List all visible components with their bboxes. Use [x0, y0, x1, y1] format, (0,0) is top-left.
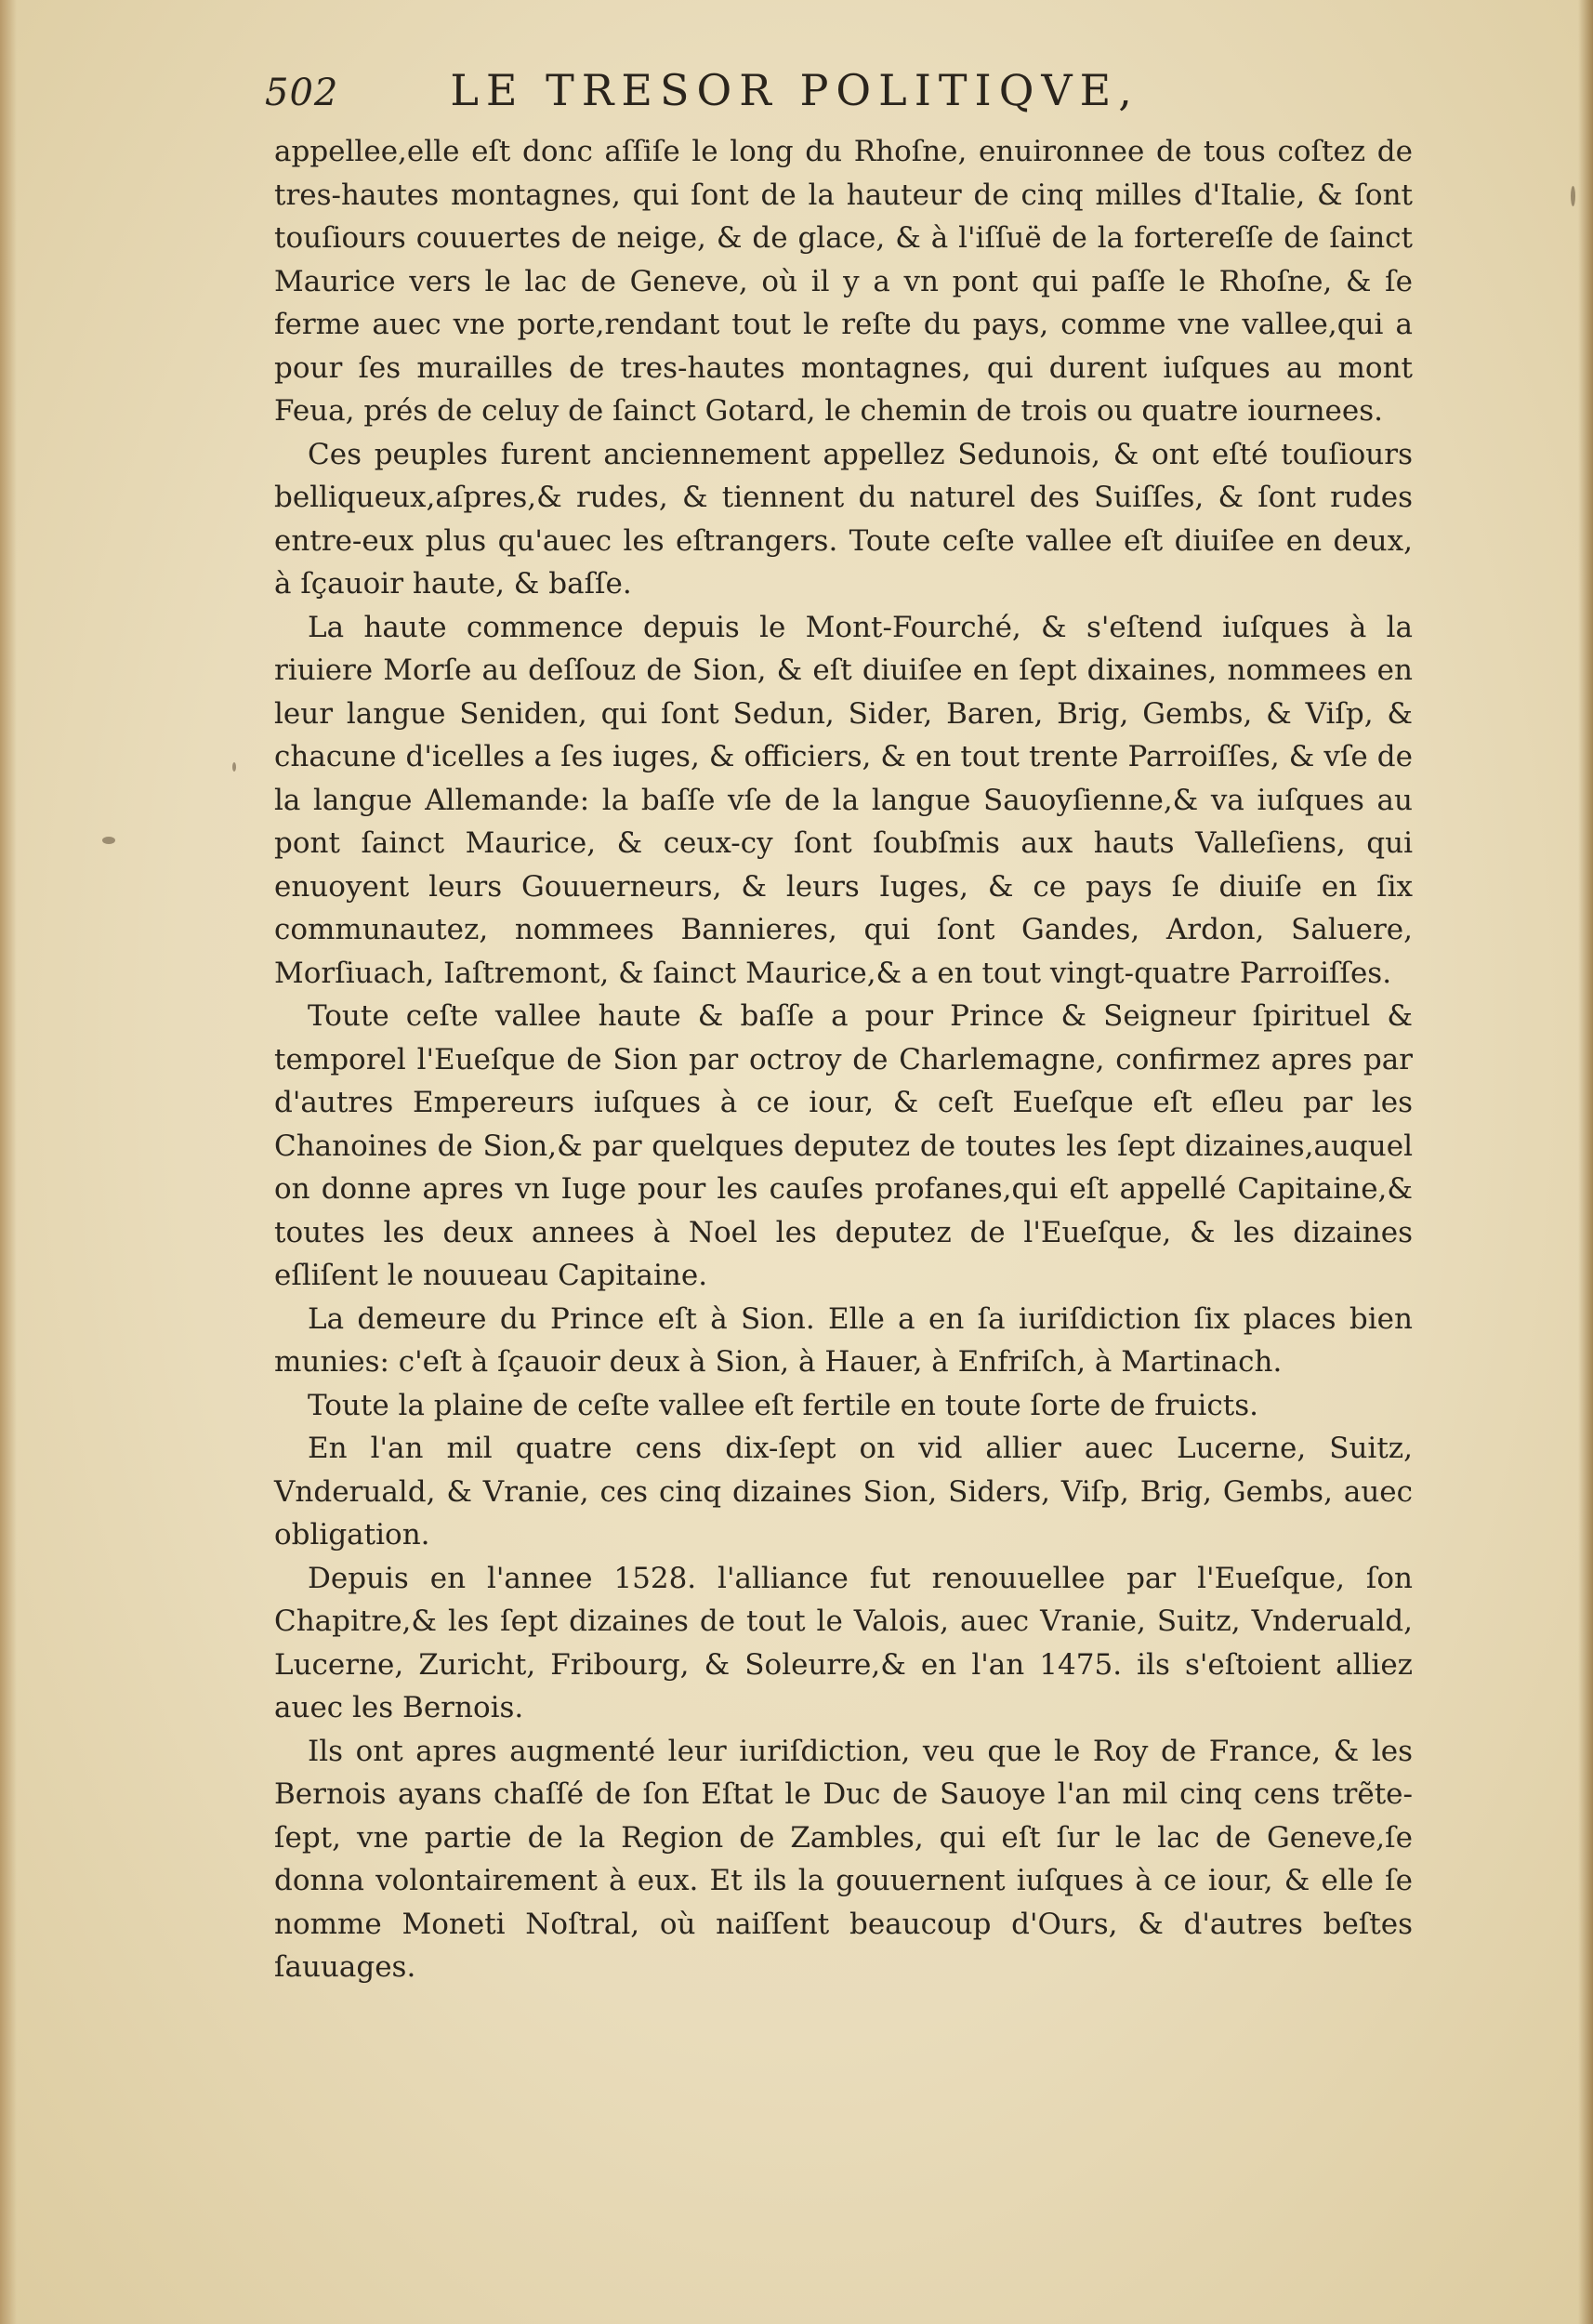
ink-speck — [102, 837, 115, 844]
page-header — [265, 65, 1413, 130]
paragraph-alliance-1528: Depuis en l'annee 1528. l'alliance fut renouuellee par l'Eueſque, ſon Chapitre,& les ſept dizaines de tout le Valois, auec Vranie, Suitz, Vnderuald, Lucerne, Zuricht, Fribourg, & Soleurre,& en l'an 1475. ils s'eſtoient alliez auec les Bernois. — [274, 1561, 1413, 1724]
paragraph-prince-eveque: Toute ceſte vallee haute & baſſe a pour Prince & Seigneur ſpirituel & temporel l'Eueſque de Sion par octroy de Charlemagne, confirmez apres par d'autres Empereurs iuſques à ce iour, & ceſt Eueſque eſt eſleu par les Chanoines de Sion,& par quelques deputez de toutes les ſept dizaines,auquel on donne apres vn Iuge pour les cauſes profanes,qui eſt appellé Capitaine,& toutes les deux annees à Noel les deputez de l'Eueſque, & les dizaines eſliſent le nouueau Capitaine. — [274, 999, 1413, 1292]
running-title: LE TRESOR POLITIQVE, — [450, 65, 1139, 115]
ink-speck — [232, 762, 236, 772]
page-number: 502 — [265, 72, 339, 114]
paragraph-alliance-1417: En l'an mil quatre cens dix-ſept on vid allier auec Lucerne, Suitz, Vnderuald, & Vranie, ces cinq dizaines Sion, Siders, Viſp, Brig, Gembs, auec obligation. — [274, 1432, 1413, 1552]
page-right-edge-shadow — [1578, 0, 1593, 2324]
page-left-edge-shadow — [0, 0, 17, 2324]
paragraph-demeure: La demeure du Prince eſt à Sion. Elle a en ſa iuriſdiction ſix places bien munies: c'eſt à ſçauoir deux à Sion, à Hauer, à Enfriſch, à Martinach. — [274, 1301, 1413, 1379]
paragraph-plaine: Toute la plaine de ceſte vallee eſt fertile en toute ſorte de fruicts. — [308, 1388, 1258, 1422]
paragraph-continuation: appellee,elle eſt donc aſſiſe le long du Rhoſne, enuironnee de tous coſtez de tres-hautes montagnes, qui ſont de la hauteur de cinq milles d'Italie, & ſont touſiours couuertes de neige, & de glace, & à l'iſſuë de la forterеſſe de ſainct Maurice vers le lac de Geneve, où il y a vn pont qui paſſe le Rhoſne, & ſe ferme auec vne porte,rendant tout le reſte du pays, comme vne vallee,qui a pour ſes murailles de tres-hautes montagnes, qui durent iuſques au mont Feua, prés de celuy de ſainct Gotard, le chemin de trois ou quatre iournees. — [274, 135, 1413, 428]
paragraph-haute-basse: La haute commence depuis le Mont-Fourché, & s'eſtend iuſques à la riuiere Morſe au deſſouz de Sion, & eſt diuiſee en ſept dixaines, nommees en leur langue Seniden, qui ſont Sedun, Sider, Baren, Brig, Gembs, & Viſp, & chacune d'icelles a ſes iuges, & officiers, & en tout trente Parroiſſes, & vſe de la langue Allemande: la baſſe vſe de la langue Sauoyſienne,& va iuſques au pont ſainct Maurice, & ceux-cy ſont ſoubſmis aux hauts Valleſiens, qui enuoyent leurs Gouuerneurs, & leurs Iuges, & ce pays ſe diuiſe en ſix communautez, nommees Bannieres, qui ſont Gandes, Ardon, Saluere, Morſiuach, Iaſtremont, & ſainct Maurice,& a en tout vingt-quatre Parroiſſes. — [274, 610, 1413, 990]
paragraph-sedunois: Ces peuples furent anciennement appellez Sedunois, & ont eſté touſiours belliqueux,aſpres,& rudes, & tiennent du naturel des Suiſſes, & ſont rudes entre-eux plus qu'auec les eſtrangers. Toute ceſte vallee eſt diuiſee en deux, à ſçauoir haute, & baſſe. — [274, 437, 1413, 601]
ink-speck — [1571, 186, 1575, 206]
paragraph-iurisdiction: Ils ont apres augmenté leur iuriſdiction, veu que le Roy de France, & les Bernois ayans chaſſé de ſon Eſtat le Duc de Sauoye l'an mil cinq cens trẽte-ſept, vne partie de la Region de Zambles, qui eſt ſur le lac de Geneve,ſe donna volontairement à eux. Et ils la gouuernent iuſques à ce iour, & elle ſe nomme Moneti Noſtral, où naiſſent beaucoup d'Ours, & d'autres beſtes ſauuages. — [274, 1734, 1413, 1984]
book-page — [265, 65, 1413, 1989]
